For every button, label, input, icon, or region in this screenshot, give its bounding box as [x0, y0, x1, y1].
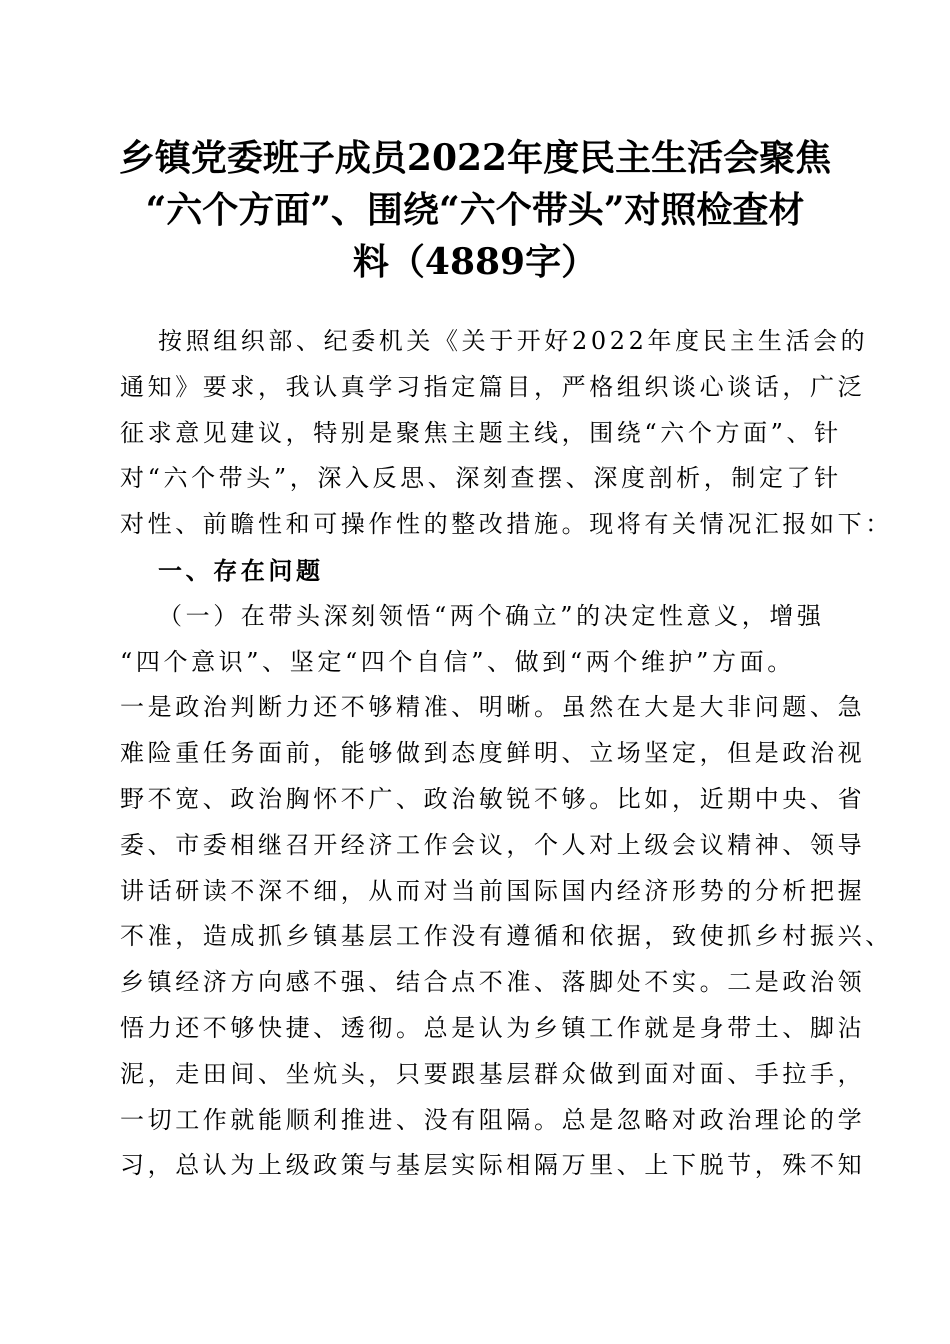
intro-line: 按照组织部、纪委机关《关于开好2022年度民主生活会的 [158, 327, 869, 355]
intro-line: 对性、前瞻性和可操作性的整改措施。现将有关情况汇报如下： [120, 510, 893, 539]
body-line: 难险重任务面前，能够做到态度鲜明、立场坚定，但是政治视 [120, 739, 866, 768]
sub-heading-line: “四个意识”、坚定“四个自信”、做到“两个维护”方面。 [120, 647, 795, 676]
section-heading: 一、存在问题 [158, 555, 324, 585]
body-line: 不准，造成抓乡镇基层工作没有遵循和依据，致使抓乡村振兴、 [120, 922, 893, 951]
sub-heading-line: （一）在带头深刻领悟“两个确立”的决定性意义，增强 [158, 601, 825, 630]
body-line: 委、市委相继召开经济工作会议，个人对上级会议精神、领导 [120, 830, 866, 859]
body-line: 乡镇经济方向感不强、结合点不准、落脚处不实。二是政治领 [120, 968, 866, 997]
body-line: 习，总认为上级政策与基层实际相隔万里、上下脱节，殊不知 [120, 1151, 866, 1180]
body-line: 野不宽、政治胸怀不广、政治敏锐不够。比如，近期中央、省 [120, 784, 866, 813]
intro-line: 通知》要求，我认真学习指定篇目，严格组织谈心谈话，广泛 [120, 372, 866, 401]
body-line: 泥，走田间、坐炕头，只要跟基层群众做到面对面、手拉手， [120, 1059, 866, 1088]
body-line: 一切工作就能顺利推进、没有阻隔。总是忽略对政治理论的学 [120, 1105, 866, 1134]
body-line: 悟力还不够快捷、透彻。总是认为乡镇工作就是身带土、脚沾 [120, 1013, 866, 1042]
intro-line: 对“六个带头”，深入反思、深刻查摆、深度剖析，制定了针 [120, 464, 842, 493]
document-body [120, 319, 893, 1189]
body-line: 讲话研读不深不细，从而对当前国际国内经济形势的分析把握 [120, 876, 866, 905]
intro-line: 征求意见建议，特别是聚焦主题主线，围绕“六个方面”、针 [120, 418, 842, 447]
body-line: 一是政治判断力还不够精准、明晰。虽然在大是大非问题、急 [120, 693, 866, 722]
title-line: “六个方面”、围绕“六个带头”对照检查材 [145, 189, 805, 231]
document-title [100, 132, 850, 288]
title-line: 料（4889字） [352, 241, 598, 283]
title-line: 乡镇党委班子成员2022年度民主生活会聚焦 [118, 137, 832, 179]
